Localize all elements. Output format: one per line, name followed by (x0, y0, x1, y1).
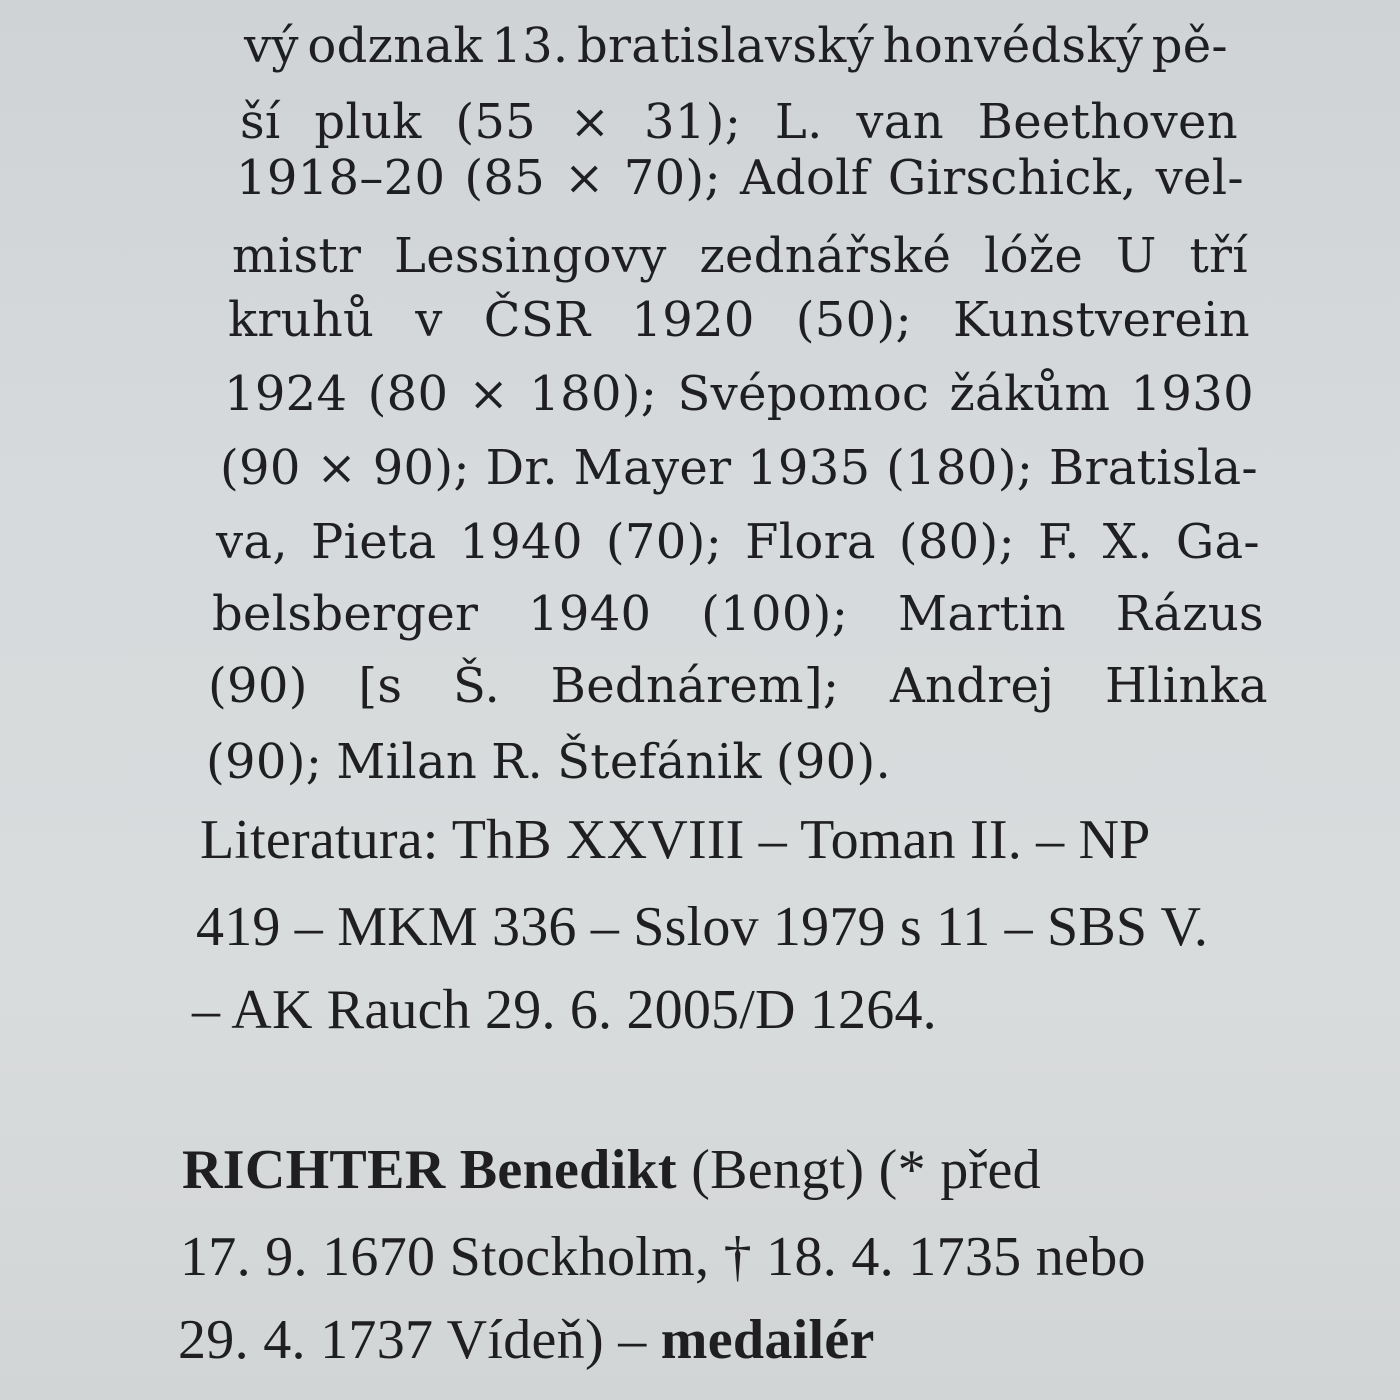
entry-word: ší (240, 94, 281, 150)
entry-word: 1918–20 (236, 150, 446, 206)
entry-heading-rest: (Bengt) (* před (676, 1139, 1041, 1201)
entry-word: (80 (367, 366, 449, 422)
entry-word: Dr. (485, 440, 558, 496)
entry-word: Štefánik (557, 734, 762, 790)
entry-text-line (208, 658, 1268, 714)
entry-word: (180); (886, 440, 1034, 496)
entry-text-line (240, 94, 1238, 150)
entry-word: odznak (307, 18, 483, 74)
entry-word: (90) (208, 658, 308, 714)
entry-word: pluk (314, 94, 422, 150)
entry-word: (55 (455, 94, 537, 150)
entry-word: kruhů (228, 292, 375, 348)
entry-word: Mayer (573, 440, 732, 496)
entry-word: Andrej (890, 658, 1055, 714)
entry-word: 31); (644, 94, 742, 150)
entry-word: R. (491, 734, 544, 790)
entry-word: 1930 (1130, 366, 1254, 422)
cut-off-bottom-line (268, 1382, 1168, 1400)
entry-word: ČSR (483, 292, 591, 348)
entry-word: Beethoven (977, 94, 1238, 150)
entry-text-line (224, 366, 1254, 422)
entry-word: va, (216, 514, 288, 570)
entry-name: RICHTER Benedikt (182, 1139, 677, 1201)
entry-word: Milan (336, 734, 478, 790)
literature-line-2: 419 – MKM 336 – Sslov 1979 s 11 – SBS V. (196, 896, 1209, 958)
entry-word: Rázus (1115, 586, 1264, 642)
entry-word: tří (1189, 228, 1248, 284)
entry-word: × (316, 440, 357, 496)
entry-word: Lessingovy (394, 228, 667, 284)
entry-word: Svépomoc (677, 366, 930, 422)
entry-word: Š. (452, 658, 501, 714)
entry-word: Flora (745, 514, 876, 570)
entry-word: Ga- (1175, 514, 1260, 570)
entry-word: vý (244, 18, 299, 74)
entry-word: × (468, 366, 510, 422)
entry-word: Martin (897, 586, 1067, 642)
entry-word: honvédský (882, 18, 1144, 74)
entry-text-line (212, 586, 1264, 642)
entry-word: zednářské (699, 228, 952, 284)
entry-word: žákům (949, 366, 1111, 422)
entry-word: 1920 (631, 292, 755, 348)
entry-word: 1940 (459, 514, 583, 570)
entry-word: Hlinka (1104, 658, 1268, 714)
entry-word: 1935 (747, 440, 871, 496)
entry-text-line (220, 440, 1258, 496)
entry-dates-line: 17. 9. 1670 Stockholm, † 18. 4. 1735 nebo (180, 1226, 1146, 1288)
entry-word: Adolf (739, 150, 869, 206)
entry-text-line (228, 292, 1250, 348)
entry-word: × (569, 94, 611, 150)
entry-word: vel- (1155, 150, 1244, 206)
entry-word: pě- (1151, 18, 1228, 74)
entry-text-line (232, 228, 1248, 284)
entry-word: 90); (372, 440, 470, 496)
entry-word: 70); (623, 150, 721, 206)
entry-word: (80); (898, 514, 1015, 570)
entry-word: [s (358, 658, 403, 714)
entry-word: Bednárem]; (550, 658, 840, 714)
entry-word: 1924 (224, 366, 348, 422)
entry-word: van (856, 94, 944, 150)
literature-line-1: Literatura: ThB XXVIII – Toman II. – NP (200, 809, 1151, 871)
entry-word: × (564, 150, 605, 206)
entry-text-line (236, 150, 1244, 206)
entry-word: (90 (220, 440, 301, 496)
entry-word: (90). (775, 734, 892, 790)
literature-line-3: – AK Rauch 29. 6. 2005/D 1264. (192, 979, 937, 1041)
entry-text-line (206, 734, 891, 790)
entry-word: Kunstverein (953, 292, 1250, 348)
entry-word: 180); (529, 366, 658, 422)
entry-word: bratislavský (577, 18, 875, 74)
entry-word: X. (1102, 514, 1153, 570)
entry-word: L. (774, 94, 823, 150)
entry-word: (85 (464, 150, 546, 206)
entry-word: Girschick, (887, 150, 1137, 206)
entry-word: belsberger (212, 586, 479, 642)
entry-word: v (415, 292, 443, 348)
entry-profession: medailér (660, 1309, 875, 1371)
entry-word: (50); (795, 292, 912, 348)
entry-text-line (244, 18, 1228, 74)
entry-word: 13. (491, 18, 569, 74)
entry-text-line (216, 514, 1260, 570)
entry-word: Bratisla- (1048, 440, 1258, 496)
entry-role-line (178, 1308, 875, 1372)
entry-heading-line (182, 1138, 1041, 1202)
entry-word: lóže (983, 228, 1084, 284)
entry-word: (90); (206, 734, 323, 790)
entry-place-text: 29. 4. 1737 Vídeň) – (178, 1309, 661, 1371)
entry-word: mistr (232, 228, 362, 284)
entry-word: Pieta (310, 514, 437, 570)
entry-word: F. (1038, 514, 1080, 570)
entry-word: 1940 (528, 586, 652, 642)
entry-word: (70); (605, 514, 723, 570)
entry-word: U (1115, 228, 1157, 284)
entry-word: (100); (701, 586, 849, 642)
